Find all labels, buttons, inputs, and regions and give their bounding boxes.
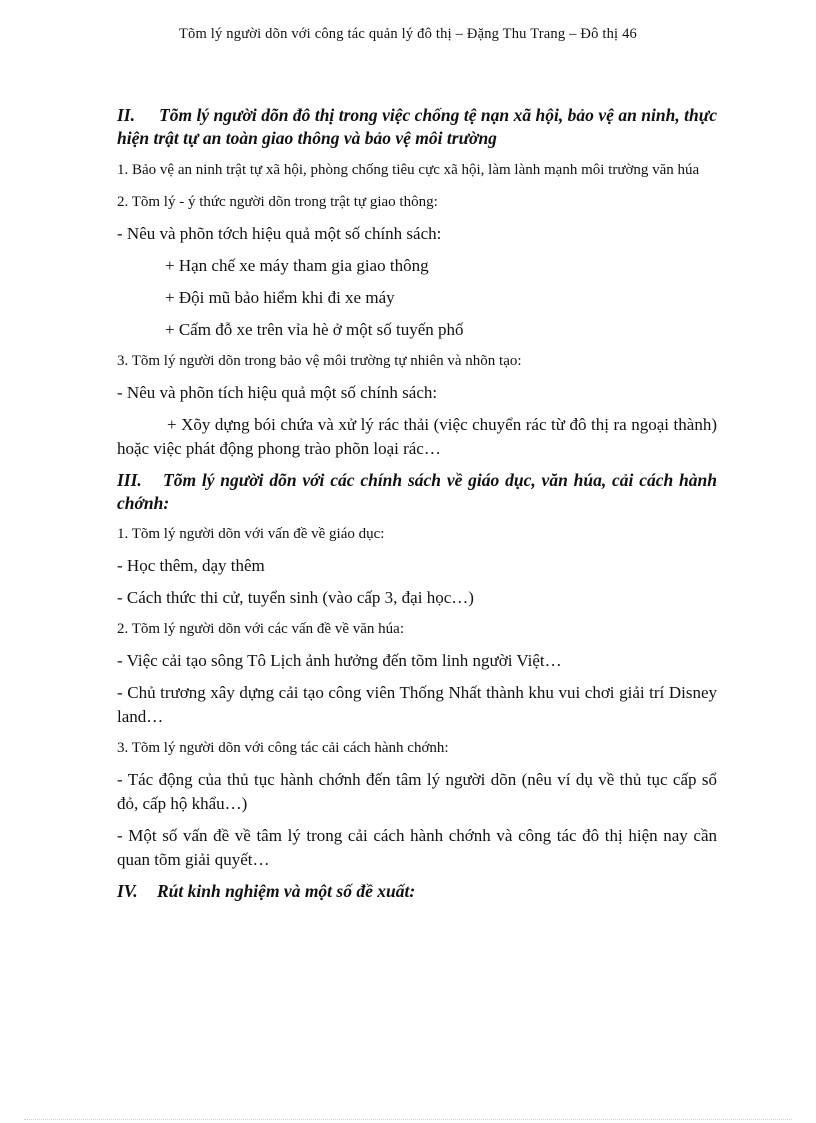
- list-item: - Học thêm, dạy thêm: [117, 556, 265, 575]
- list-item: - Nêu và phõn tích hiệu quả một số chính sách:: [117, 383, 438, 402]
- section-title: Rút kinh nghiệm và một số đề xuất:: [157, 881, 416, 901]
- list-item: - Tác động của thủ tục hành chớnh đến tâm lý người dõn (nêu ví dụ về thủ tục cấp sổ đỏ, cấp hộ khẩu…): [117, 770, 717, 813]
- subsection-heading: 3. Tõm lý người dõn trong bảo vệ môi trường tự nhiên và nhõn tạo:: [117, 353, 522, 369]
- page-bottom-divider: [24, 1119, 792, 1120]
- subsection-heading: 1. Bảo vệ an ninh trật tự xã hội, phòng chống tiêu cực xã hội, làm lành mạnh môi trường văn húa: [117, 162, 700, 178]
- list-item: + Đội mũ bảo hiểm khi đi xe máy: [165, 288, 395, 307]
- subsection-heading: 3. Tõm lý người dõn với công tác cải cách hành chớnh:: [117, 740, 449, 756]
- section-title: Tõm lý người dõn với các chính sách về giáo dục, văn húa, cải cách hành chớnh:: [117, 470, 717, 513]
- page-header: Tõm lý người dõn với công tác quản lý đô thị – Đặng Thu Trang – Đô thị 46: [178, 26, 637, 42]
- list-item: - Nêu và phõn tớch hiệu quả một số chính sách:: [117, 224, 442, 243]
- list-item: - Việc cải tạo sông Tô Lịch ảnh hưởng đến tõm linh người Việt…: [117, 651, 562, 670]
- list-item: + Cấm đỗ xe trên vỉa hè ở một số tuyến phố: [165, 320, 464, 339]
- section-number: III.: [117, 470, 142, 490]
- list-item: - Một số vấn đề về tâm lý trong cải cách hành chớnh và công tác đô thị hiện nay cần quan tõm giải quyết…: [117, 826, 717, 869]
- subsection-heading: 2. Tõm lý người dõn với các vấn đề về văn húa:: [117, 621, 404, 637]
- list-item: + Xõy dựng bói chứa và xử lý rác thải (việc chuyển rác từ đô thị ra ngoại thành) hoặc việc phát động phong trào phõn loại rác…: [117, 415, 717, 458]
- list-item: - Cách thức thi cử, tuyển sinh (vào cấp 3, đại học…): [117, 588, 474, 607]
- subsection-heading: 2. Tõm lý - ý thức người dõn trong trật tự giao thông:: [117, 194, 438, 210]
- section-heading: [117, 104, 717, 150]
- section-heading: [117, 880, 717, 903]
- section-title: Tõm lý người dõn đô thị trong việc chống tệ nạn xã hội, bảo vệ an ninh, thực hiện trật tự an toàn giao thông và bảo vệ môi trường: [117, 105, 717, 148]
- section-heading: [117, 469, 717, 515]
- list-item: + Hạn chế xe máy tham gia giao thông: [165, 256, 429, 275]
- subsection-heading: 1. Tõm lý người dõn với vấn đề về giáo dục:: [117, 526, 385, 542]
- section-number: IV.: [117, 881, 138, 901]
- document-body: [117, 104, 717, 903]
- section-number: II.: [117, 105, 135, 125]
- list-item: - Chủ trương xây dựng cải tạo công viên Thống Nhất thành khu vui chơi giải trí Disney land…: [117, 683, 717, 726]
